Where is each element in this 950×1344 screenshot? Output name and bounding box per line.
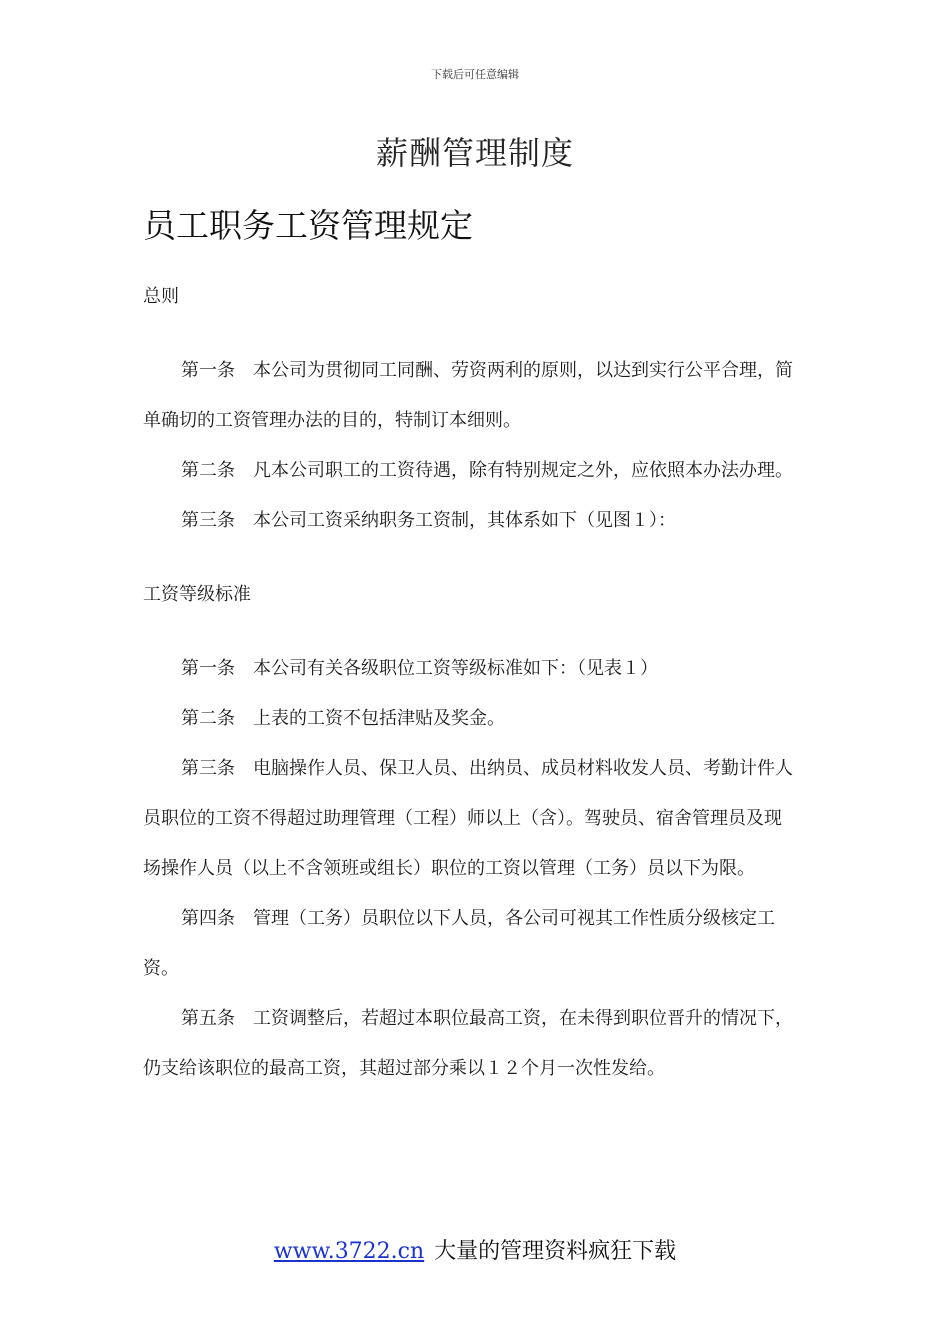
section-heading-salary-grades: 工资等级标准: [143, 584, 251, 605]
article-number: 第二条: [181, 708, 235, 729]
article-text: 本公司为贯彻同工同酬、劳资两利的原则，以达到实行公平合理，简单确切的工资管理办法的目的，特制订本细则。: [143, 360, 793, 431]
article-paragraph: [143, 694, 798, 744]
article-text: 电脑操作人员、保卫人员、出纳员、成员材料收发人员、考勤计件人员职位的工资不得超过助理管理（工程）师以上（含）。驾驶员、宿舍管理员及现场操作人员（以上不含领班或组长）职位的工资以管理（工务）员以下为限。: [143, 758, 793, 879]
article-paragraph: [143, 894, 798, 994]
article-text: 管理（工务）员职位以下人员，各公司可视其工作性质分级核定工资。: [143, 908, 775, 979]
article-paragraph: [143, 744, 798, 894]
section-heading-general: 总则: [143, 286, 179, 307]
article-text: 凡本公司职工的工资待遇，除有特别规定之外，应依照本办法办理。: [253, 460, 793, 481]
article-text: 本公司有关各级职位工资等级标准如下：（见表１）: [253, 658, 658, 679]
page-footer: [0, 1234, 950, 1265]
article-text: 本公司工资采纳职务工资制，其体系如下（见图１）：: [253, 510, 676, 531]
article-number: 第一条: [181, 658, 235, 679]
article-text: 上表的工资不包括津贴及奖金。: [253, 708, 505, 729]
article-number: 第四条: [181, 908, 235, 929]
article-text: 工资调整后，若超过本职位最高工资，在未得到职位晋升的情况下，仍支给该职位的最高工资，其超过部分乘以１２个月一次性发给。: [143, 1008, 793, 1079]
article-number: 第一条: [181, 360, 235, 381]
article-number: 第三条: [181, 758, 235, 779]
article-number: 第三条: [181, 510, 235, 531]
article-paragraph: [143, 644, 798, 694]
article-paragraph: [143, 496, 798, 546]
section-title: 员工职务工资管理规定: [143, 206, 473, 245]
article-number: 第五条: [181, 1008, 235, 1029]
article-paragraph: [143, 446, 798, 496]
article-paragraph: [143, 346, 798, 446]
article-paragraph: [143, 994, 798, 1094]
header-note: 下载后可任意编辑: [431, 68, 519, 81]
document-body: [143, 272, 798, 1094]
article-number: 第二条: [181, 460, 235, 481]
document-title: 薪酬管理制度: [375, 134, 574, 172]
footer-tagline: 大量的管理资料疯狂下载: [434, 1239, 677, 1264]
website-link[interactable]: www.3722.cn: [273, 1239, 425, 1264]
